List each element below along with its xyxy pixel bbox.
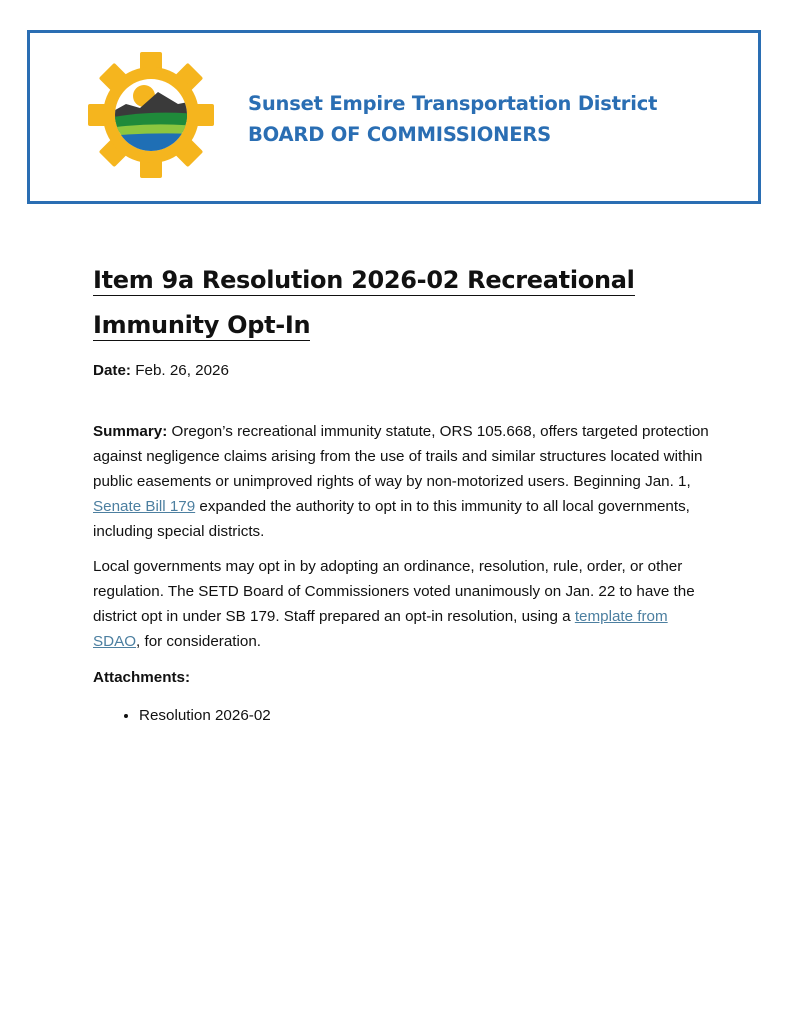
title-line-1: Item 9a Resolution 2026-02 Recreational <box>93 266 635 294</box>
date-label: Date: <box>93 362 131 379</box>
summary-label: Summary: <box>93 423 168 440</box>
attachment-item: • Resolution 2026-02 <box>139 703 713 728</box>
org-name: Sunset Empire Transportation District <box>248 92 658 115</box>
attachments-heading <box>93 665 713 690</box>
senate-bill-179-link[interactable]: Senate Bill 179 <box>93 498 196 515</box>
attachments-label: Attachments: <box>93 669 191 686</box>
summary-text-2: expanded the authority to opt in to this immunity to all local governments, including special districts. <box>93 498 690 540</box>
board-name: BOARD OF COMMISSIONERS <box>248 123 551 146</box>
page-title <box>93 258 635 348</box>
date-line <box>93 358 713 383</box>
gear-landscape-logo-icon <box>88 52 214 178</box>
para2-text-2: , for consideration. <box>136 633 261 650</box>
opt-in-paragraph <box>93 554 713 654</box>
attachments-list <box>93 703 713 728</box>
date-value: Feb. 26, 2026 <box>135 362 229 379</box>
title-line-2: Immunity Opt-In <box>93 311 311 339</box>
summary-paragraph <box>93 419 713 544</box>
para2-text-1: Local governments may opt in by adopting an ordinance, resolution, rule, order, or other regulation. The SETD Board of Commissioners voted unanimously on Jan. 22 to have the district opt in under SB 179. Staff prepared an opt-in resolution, using a <box>93 558 695 625</box>
document-body <box>93 358 713 728</box>
sdao-template-link[interactable]: template from SDAO <box>93 608 668 650</box>
header-box <box>27 30 761 204</box>
org-heading <box>248 88 657 150</box>
summary-text-1: Oregon’s recreational immunity statute, ORS 105.668, offers targeted protection against negligence claims arising from the use of trails and similar structures located within public easements or unimproved rights of way by non-motorized users. Beginning Jan. 1, <box>93 423 709 490</box>
